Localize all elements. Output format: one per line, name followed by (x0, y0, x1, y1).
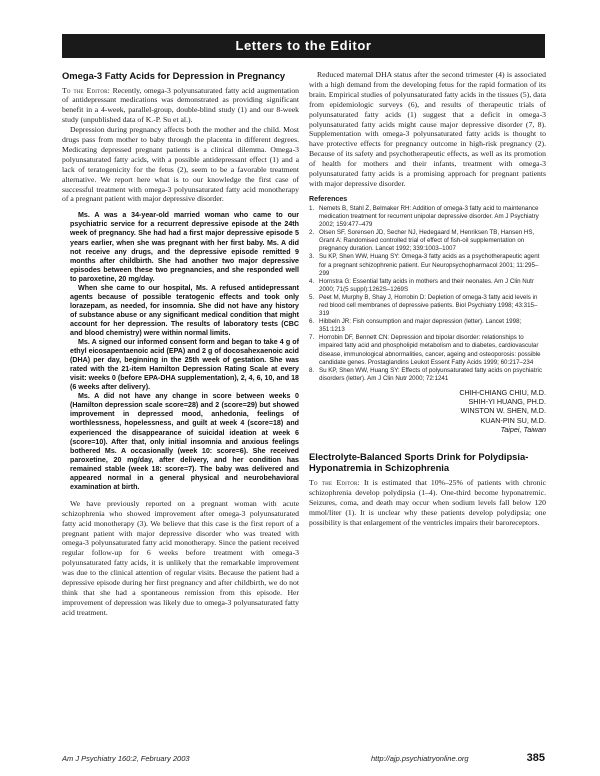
reference-item: 1. Nemets B, Stahl Z, Belmaker RH: Addition of omega-3 fatty acid to maintenance medication treatment for recurrent unipolar depressive disorder. Am J Psychiatry 2002; 159:477–479 (309, 204, 539, 229)
paragraph-text: Recently, omega-3 polyunsaturated fatty acid augmentation of antidepressant medications was demonstrated as providing significant benefit in a 4-week, parallel-group, double-blind study (1) and our 8-week study (unpublished data of K.-P. Su et al.). (62, 85, 300, 125)
author-name: KUAN-PIN SU, M.D. (480, 415, 546, 425)
reference-text: Horrobin DF, Bennett CN: Depression and bipolar disorder: relationships to impaired fatty acid and phospholipid metabolism and to diabetes, cardiovascular disease, immunological abnormalities, cancer, ageing and osteoporosis: possible candidate genes. Prostaglandins Leukot Essent Fatty Acids 1999; 60:217–234 (319, 334, 541, 366)
author-name: CHIH-CHIANG CHIU, M.D. (459, 387, 546, 397)
case-paragraph-4: Ms. A did not have any change in score between weeks 0 (Hamilton depression scale score=28) and 2 (score=29) but showed improvement in depressed mood, anhedonia, feelings of worthlessness, hopelessness, and guilt at week 4 (score=18) and experienced the disappearance of suicidal ideation at week 6 (score=10). After that, only initial insomnia and anxious feelings bothered Ms. A occasionally (week 10: score=6). She received paroxetine, 20 mg/day, after delivery, and her condition has remained stable (week 18: score=7). The baby was delivered and appeared normal in a general physical and neurobehavioral examination at birth. (70, 392, 299, 491)
author-name: WINSTON W. SHEN, M.D. (460, 406, 546, 416)
salutation: To the Editor: (309, 477, 360, 487)
reference-item: 5. Peet M, Murphy B, Shay J, Horrobin D: Depletion of omega-3 fatty acid levels in red blood cell membranes of depressive patients. Biol Psychiatry 1998; 43:315–319 (309, 293, 538, 318)
article-paragraph-1 (62, 86, 299, 126)
article-paragraph-2: Depression during pregnancy affects both the mother and the child. Most drugs pass from mother to baby through the placenta in different degrees. Medicating depressed pregnant patients is a clinical dilemma. Omega-3 polyunsaturated fatty acids, with a possible antidepressant effect (1) and a lack of teratogenicity for the fetus (2), seem to be a favorable treatment alternative. We report here what is to our knowledge the first case of successful treatment with omega-3 polyunsaturated fatty acid monotherapy of a pregnant patient with major depressive disorder. (62, 125, 299, 204)
salutation: To the Editor: (62, 85, 111, 95)
case-paragraph-2: When she came to our hospital, Ms. A refused antidepressant agents because of possible teratogenic effects and took only lorazepam, as needed, for insomnia. She did not have any history of substance abuse or any significant medical condition that might account for her depression. The results of laboratory tests (CBC and blood chemistry) were within normal limits. (70, 283, 299, 337)
article-2-paragraph-1 (309, 478, 546, 528)
journal-citation: Am J Psychiatry 160:2, February 2003 (62, 754, 190, 763)
reference-text: Olsen SF, Sorensen JD, Secher NJ, Hedegaard M, Henriksen TB, Hansen HS, Grant A: Randomised controlled trial of effect of fish-oil supplementation on pregnancy duration. Lancet 1992; 339:1003–1007 (319, 229, 535, 253)
reference-item: 6. Hibbeln JR: Fish consumption and major depression (letter). Lancet 1998; 351:1213 (309, 318, 522, 334)
page-number: 385 (526, 752, 545, 764)
paragraph-text: It is estimated that 10%–25% of patients with chronic schizophrenia develop polydipsia (1–4). One-third become hyponatremic. Seizures, coma, and death may occur when sodium levels fall below 120 mmol/liter (1). It is unclear why these patients develop polydipsia; one possibility is that enlargement of the ventricles impairs their baroreceptors. (309, 477, 547, 527)
article-title: Omega-3 Fatty Acids for Depression in Pregnancy (62, 70, 286, 81)
left-column (62, 70, 299, 618)
article-2-title: Electrolyte-Balanced Sports Drink for Polydipsia-Hyponatremia in Schizophrenia (309, 450, 529, 474)
page-footer (62, 752, 545, 766)
reference-item: 4. Hornstra G: Essential fatty acids in mothers and their neonates. Am J Clin Nutr 2000; 71(5 suppl):1262S–1269S (309, 277, 534, 293)
reference-item: 8. Su KP, Shen WW, Huang SY: Effects of polyunsaturated fatty acids on psychiatric disorders (letter). Am J Clin Nutr 2000; 72:1241 (309, 366, 542, 382)
reference-text: Nemets B, Stahl Z, Belmaker RH: Addition of omega-3 fatty acid to maintenance medication treatment for recurrent unipolar depressive disorder. Am J Psychiatry 2002; 159:477–479 (319, 204, 539, 229)
author-signature (309, 388, 546, 434)
reference-text: Su KP, Shen WW, Huang SY: Omega-3 fatty acids as a psychotherapeutic agent for a pregnant schizophrenic patient. Eur Neuropsychopharmacol 2001; 11:295–299 (319, 253, 540, 277)
case-report (70, 211, 299, 491)
author-name: SHIH-YI HUANG, PH.D. (468, 397, 546, 407)
case-paragraph-1: Ms. A was a 34-year-old married woman who came to our psychiatric service for a recurrent depressive episode at the 24th week of pregnancy. She had had a first major depressive episode 5 years earlier, when she was pregnant with her first baby. Ms. A did not receive any drugs, and the depressive episode remitted 9 months after childbirth. She had another two major depressive episodes between these two pregnancies, and she responded well to paroxetine, 20 mg/day. (70, 211, 299, 283)
article-paragraph-4: Reduced maternal DHA status after the second trimester (4) is associated with a high demand from the developing fetus for the rapid formation of its brain. Empirical studies of polyunsaturated fatty acids in the tissues (5), data from epidemiologic surveys (6), and results of therapeutic trials of polyunsaturated fatty acids (1) suggest that a deficit in omega-3 polyunsaturated fatty acids might cause major depressive disorder (7, 8). Supplementation with omega-3 polyunsaturated fatty acids is thought to have protective effects for pregnancy outcome in high-risk pregnancy (2). Because of its safety and psychotherapeutic effects, as well as its promotion of health for mothers and their infants, treatment with omega-3 polyunsaturated fatty acids is a promising approach for pregnant patients with major depressive disorder. (309, 70, 546, 188)
right-column (309, 70, 546, 527)
author-location: Taipei, Taiwan (500, 424, 546, 434)
reference-text: Su KP, Shen WW, Huang SY: Effects of polyunsaturated fatty acids on psychiatric disorders (letter). Am J Clin Nutr 2000; 72:1241 (319, 366, 542, 382)
article-paragraph-3: We have previously reported on a pregnant woman with acute schizophrenia who showed improvement after omega-3 polyunsaturated fatty acid monotherapy (3). We believe that this case is the first report of a pregnant patient with major depressive disorder who was treated with omega-3 polyunsaturated fatty acid monotherapy. Since the patient received regular follow-up for 6 weeks before treatment with omega-3 polyunsaturated fatty acids, it is unlikely that the remarkable improvement was due to the clinical attention of regular visits. Because the patient had a depressive episode during her first pregnancy and after childbirth, we do not think that she had a spontaneous remission from this episode. Her improvement of depression was likely due to omega-3 polyunsaturated fatty acid treatment. (62, 498, 299, 617)
reference-item: 2. Olsen SF, Sorensen JD, Secher NJ, Hedegaard M, Henriksen TB, Hansen HS, Grant A: Randomised controlled trial of effect of fish-oil supplementation on pregnancy duration. Lancet 1992; 339:1003–1007 (309, 229, 535, 253)
reference-item: 7. Horrobin DF, Bennett CN: Depression and bipolar disorder: relationships to impaired fatty acid and phospholipid metabolism and to diabetes, cardiovascular disease, immunological abnormalities, cancer, ageing and osteoporosis: possible candidate genes. Prostaglandins Leukot Essent Fatty Acids 1999; 60:217–234 (309, 334, 541, 366)
reference-list (309, 205, 546, 383)
reference-text: Hornstra G: Essential fatty acids in mothers and their neonates. Am J Clin Nutr 2000; 71(5 suppl):1262S–1269S (319, 277, 534, 293)
section-banner: Letters to the Editor (62, 34, 545, 58)
references-heading: References (309, 194, 348, 203)
case-paragraph-3: Ms. A signed our informed consent form and began to take 4 g of ethyl eicosapentaenoic acid (EPA) and 2 g of docosahexaenoic acid (DHA) per day, beginning in the 25th week of gestation. She was rated with the 21-item Hamilton Depression Rating Scale at every visit: weeks 0 (before EPA-DHA supplementation), 2, 4, 6, 10, and 18 (6 weeks after delivery). (70, 338, 299, 392)
reference-item: 3. Su KP, Shen WW, Huang SY: Omega-3 fatty acids as a psychotherapeutic agent for a pregnant schizophrenic patient. Eur Neuropsychopharmacol 2001; 11:295–299 (309, 253, 540, 277)
journal-url[interactable]: http://ajp.psychiatryonline.org (371, 754, 469, 763)
reference-text: Hibbeln JR: Fish consumption and major depression (letter). Lancet 1998; 351:1213 (319, 318, 522, 334)
reference-text: Peet M, Murphy B, Shay J, Horrobin D: Depletion of omega-3 fatty acid levels in red blood cell membranes of depressive patients. Biol Psychiatry 1998; 43:315–319 (319, 293, 538, 318)
